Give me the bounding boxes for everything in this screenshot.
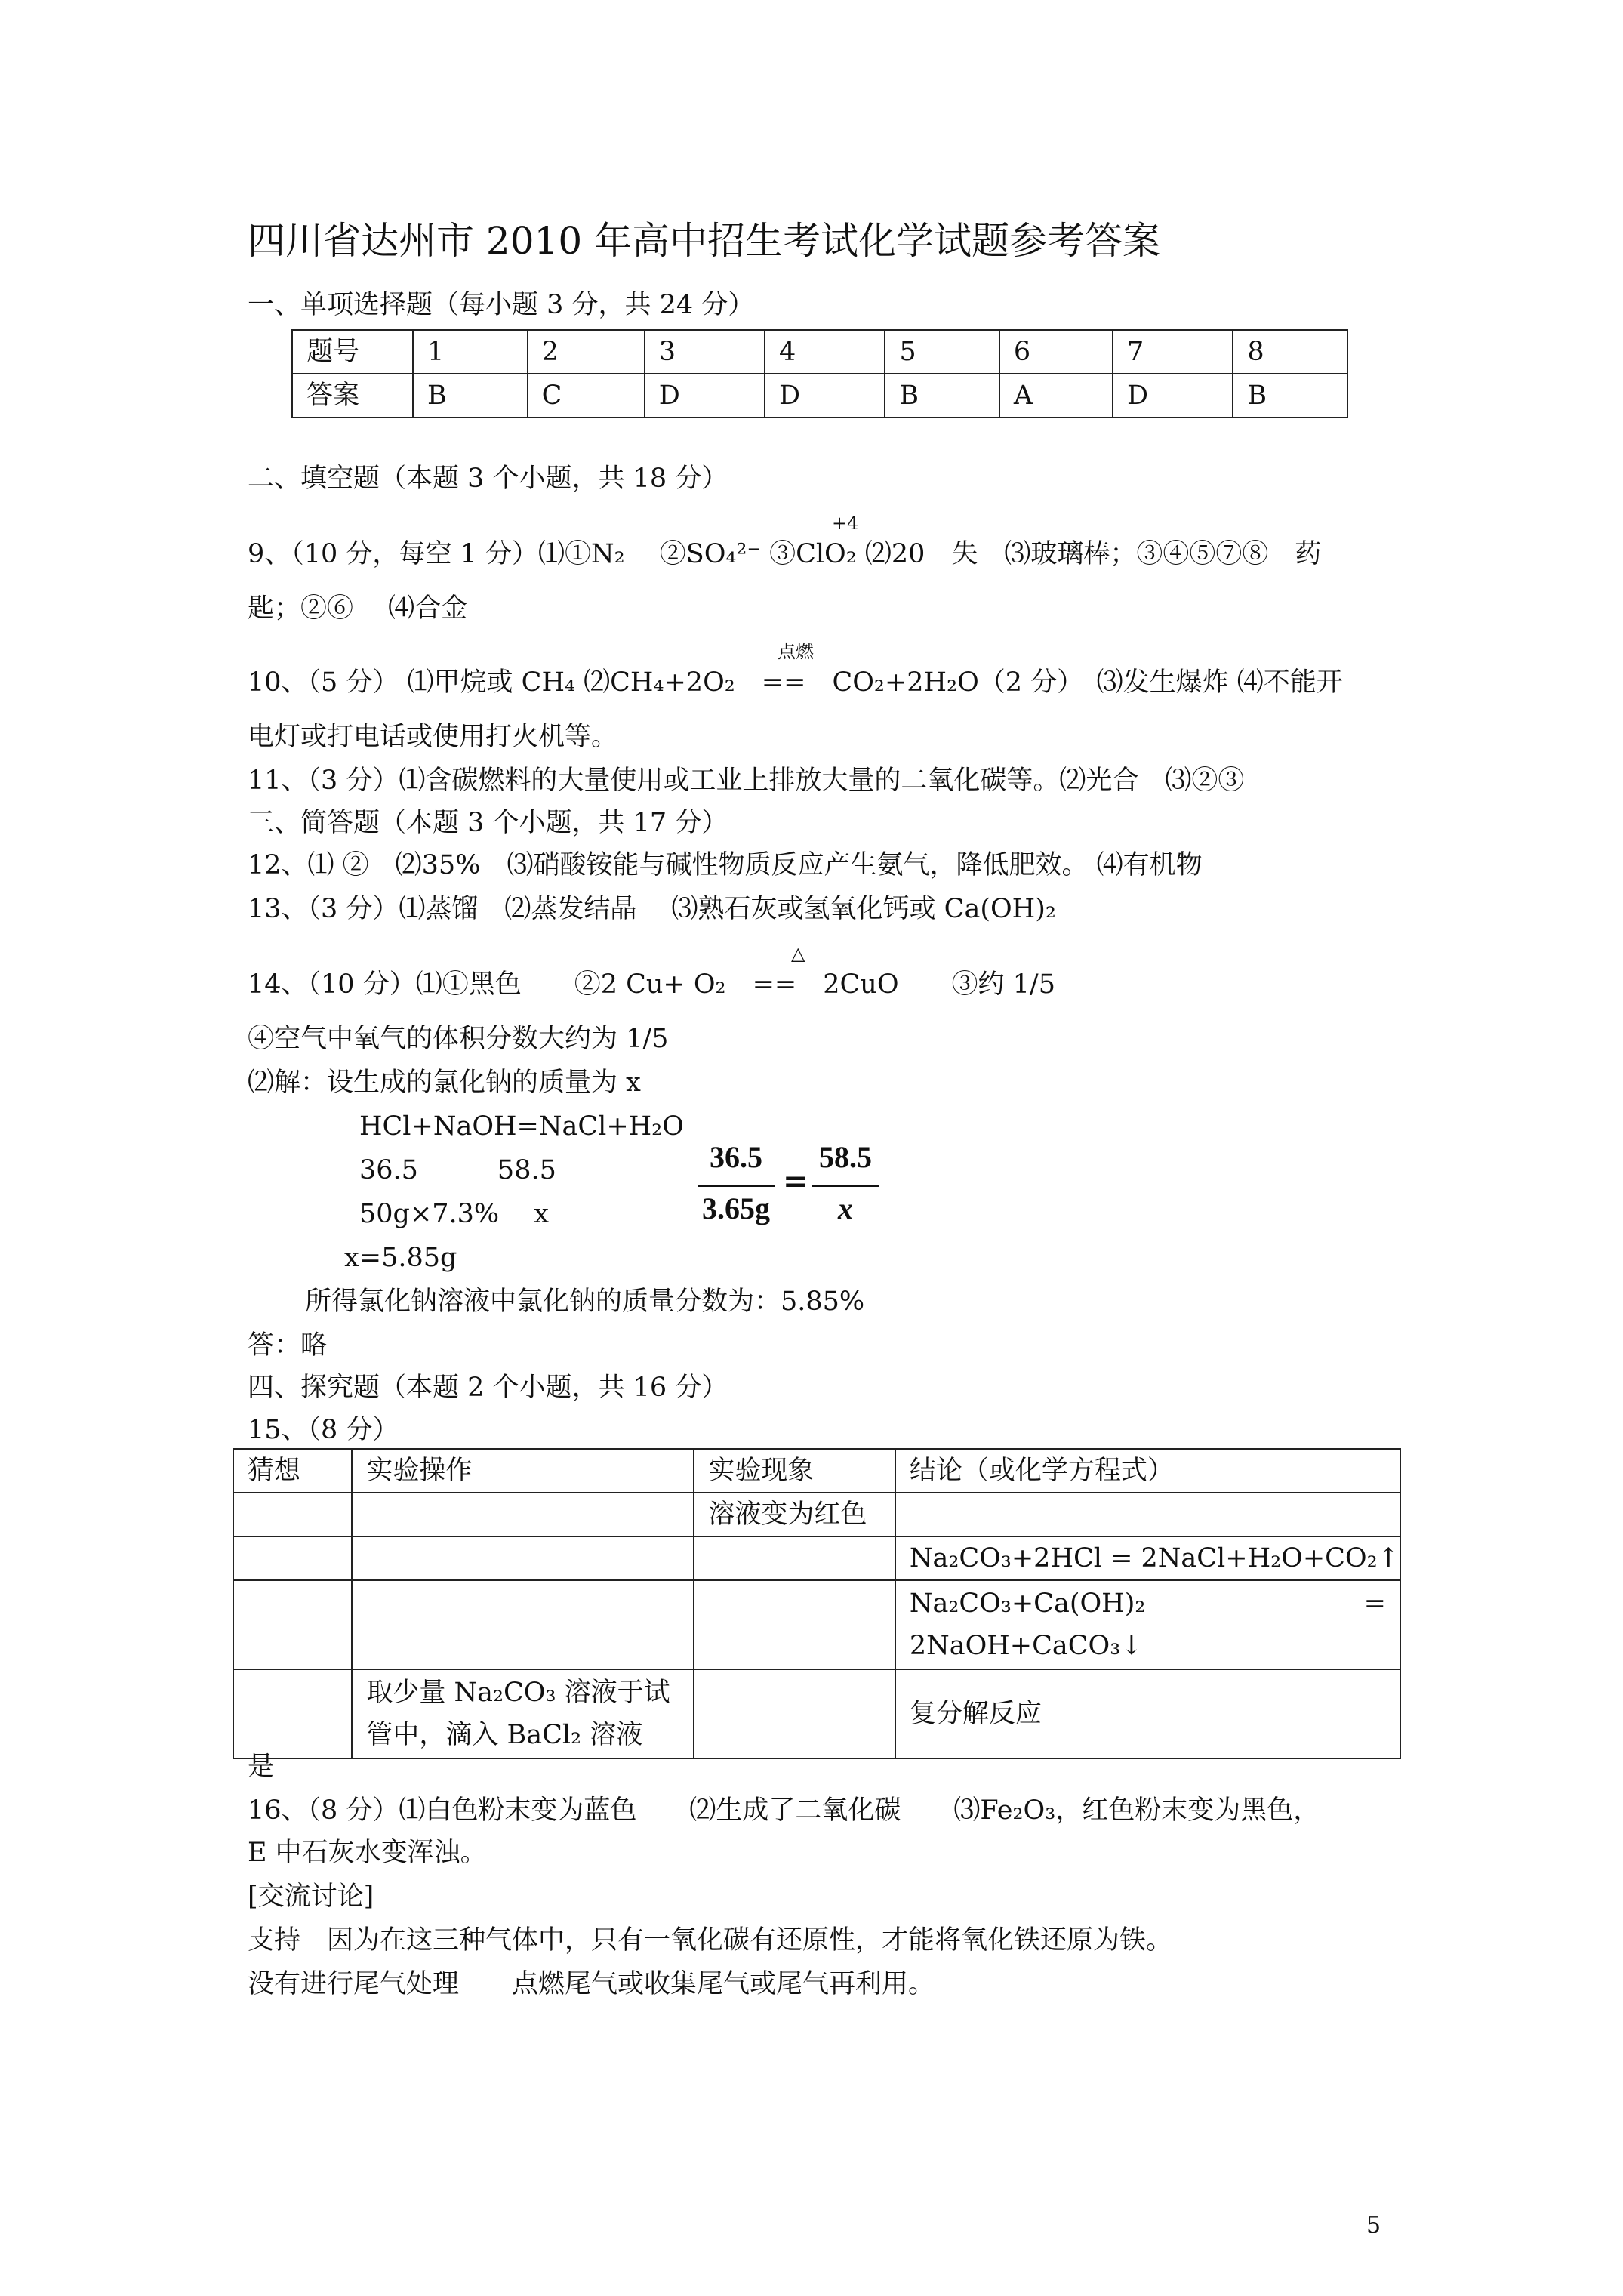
answer-table-row-answers <box>292 374 1347 418</box>
cell: 2 <box>528 330 645 374</box>
cell <box>352 1493 694 1536</box>
cell: Na₂CO₃+2HCl = 2NaCl+H₂O+CO₂↑ <box>895 1536 1400 1580</box>
cell <box>233 1536 352 1580</box>
fraction-bar-right <box>812 1185 879 1187</box>
cell <box>694 1580 895 1669</box>
cell: 题号 <box>292 330 413 374</box>
q14-line-2: ④空气中氧气的体积分数大约为 1/5 <box>248 1024 669 1054</box>
equation-part: Na₂CO₃+Ca(OH)₂ <box>909 1589 1146 1619</box>
cell: 3 <box>645 330 765 374</box>
q13: 13、（3 分）⑴蒸馏 ⑵蒸发结晶 ⑶熟石灰或氢氧化钙或 Ca(OH)₂ <box>248 894 1056 924</box>
cell: B <box>1233 374 1347 418</box>
cell: 7 <box>1113 330 1233 374</box>
cell: A <box>999 374 1113 418</box>
cell <box>694 1669 895 1758</box>
fraction-bar-left <box>698 1185 775 1187</box>
cell <box>352 1536 694 1580</box>
section-1-heading: 一、单项选择题（每小题 3 分，共 24 分） <box>248 290 755 320</box>
reaction-condition-label: 点燃 <box>778 641 814 662</box>
oxidation-state-label: +4 <box>832 513 859 534</box>
page-title: 四川省达州市 2010 年高中招生考试化学试题参考答案 <box>248 219 1161 263</box>
proportion-fraction <box>698 1136 879 1234</box>
cell <box>352 1580 694 1669</box>
q9-line-2: 匙；②⑥ ⑷合金 <box>248 593 468 624</box>
q9-line-1: 9、（10 分，每空 1 分）⑴①N₂ ②SO₄²⁻ ③ClO₂ ⑵20 失 ⑶玻璃棒；③④⑤⑦⑧ 药 <box>248 539 1322 569</box>
cell: B <box>413 374 528 418</box>
support-statement: 支持 因为在这三种气体中，只有一氧化碳有还原性，才能将氧化铁还原为铁。 <box>248 1925 1173 1955</box>
q10-line-2: 电灯或打电话或使用打火机等。 <box>248 722 618 752</box>
q14-line-1: 14、（10 分）⑴①黑色 ②2 Cu+ O₂ == 2CuO ③约 1/5 <box>248 969 1055 1000</box>
q10-line-1: 10、（5 分） ⑴甲烷或 CH₄ ⑵CH₄+2O₂ == CO₂+2H₂O（2 分） ⑶发生爆炸 ⑷不能开 <box>248 667 1343 698</box>
q14-molar-masses: 36.5 58.5 <box>359 1155 556 1185</box>
heating-symbol: △ <box>791 943 805 964</box>
cell <box>233 1580 352 1669</box>
operation-line: 管中，滴入 BaCl₂ 溶液 <box>366 1720 643 1750</box>
q15-table <box>233 1448 1401 1759</box>
q14-result: 所得氯化钠溶液中氯化钠的质量分数为：5.85% <box>305 1287 865 1317</box>
answer-table <box>291 329 1348 418</box>
page-number: 5 <box>1366 2212 1381 2239</box>
q12: 12、⑴ ② ⑵35% ⑶硝酸铵能与碱性物质反应产生氨气，降低肥效。 ⑷有机物 <box>248 850 1203 880</box>
q14-x-value: x=5.85g <box>344 1243 457 1273</box>
section-3-heading: 三、简答题（本题 3 个小题，共 17 分） <box>248 808 728 838</box>
q14-line-3: ⑵解：设生成的氯化钠的质量为 x <box>248 1068 641 1098</box>
answer-table-row-numbers <box>292 330 1347 374</box>
cell: D <box>645 374 765 418</box>
q14-equation: HCl+NaOH=NaCl+H₂O <box>359 1111 684 1142</box>
fraction-denominator-right: x <box>838 1191 853 1225</box>
q11: 11、（3 分）⑴含碳燃料的大量使用或工业上排放大量的二氧化碳等。⑵光合 ⑶②③ <box>248 766 1245 796</box>
cell <box>694 1536 895 1580</box>
q14-masses: 50g×7.3% x <box>359 1199 550 1229</box>
cell: 1 <box>413 330 528 374</box>
fraction-numerator-right: 58.5 <box>819 1140 872 1174</box>
q16-line-1: 16、（8 分）⑴白色粉末变为蓝色 ⑵生成了二氧化碳 ⑶Fe₂O₃，红色粉末变为黑色， <box>248 1795 1320 1826</box>
section-2-heading: 二、填空题（本题 3 个小题，共 18 分） <box>248 464 728 494</box>
cell: 溶液变为红色 <box>694 1493 895 1536</box>
table-row <box>233 1580 1400 1669</box>
q15-after-table: 是 <box>248 1752 275 1782</box>
fraction-equals: = <box>783 1163 808 1199</box>
cell: C <box>528 374 645 418</box>
q15-table-header <box>233 1449 1400 1493</box>
cell <box>895 1580 1400 1669</box>
cell: 猜想 <box>233 1449 352 1493</box>
cell: 结论（或化学方程式） <box>895 1449 1400 1493</box>
equation-part: 2NaOH+CaCO₃↓ <box>909 1631 1143 1661</box>
table-row <box>233 1669 1400 1758</box>
equation-equals: = <box>1363 1589 1386 1619</box>
cell: 6 <box>999 330 1113 374</box>
cell: 5 <box>885 330 999 374</box>
cell: 答案 <box>292 374 413 418</box>
q15-heading: 15、（8 分） <box>248 1415 399 1445</box>
cell <box>233 1493 352 1536</box>
tail-gas-statement: 没有进行尾气处理 点燃尾气或收集尾气或尾气再利用。 <box>248 1969 935 1999</box>
section-4-heading: 四、探究题（本题 2 个小题，共 16 分） <box>248 1373 728 1403</box>
operation-line: 取少量 Na₂CO₃ 溶液于试 <box>366 1678 670 1708</box>
cell: 实验现象 <box>694 1449 895 1493</box>
cell: 8 <box>1233 330 1347 374</box>
q14-answer: 答：略 <box>248 1330 328 1361</box>
fraction-numerator-left: 36.5 <box>710 1140 762 1174</box>
discussion-heading: [交流讨论] <box>248 1881 374 1912</box>
cell: 4 <box>765 330 885 374</box>
cell <box>352 1669 694 1758</box>
table-row <box>233 1536 1400 1580</box>
q16-line-2: E 中石灰水变浑浊。 <box>248 1838 487 1868</box>
cell: B <box>885 374 999 418</box>
fraction-denominator-left: 3.65g <box>702 1191 770 1225</box>
cell: 实验操作 <box>352 1449 694 1493</box>
cell: D <box>765 374 885 418</box>
table-row <box>233 1493 1400 1536</box>
cell: 复分解反应 <box>895 1669 1400 1758</box>
cell <box>233 1669 352 1758</box>
cell: D <box>1113 374 1233 418</box>
cell <box>895 1493 1400 1536</box>
